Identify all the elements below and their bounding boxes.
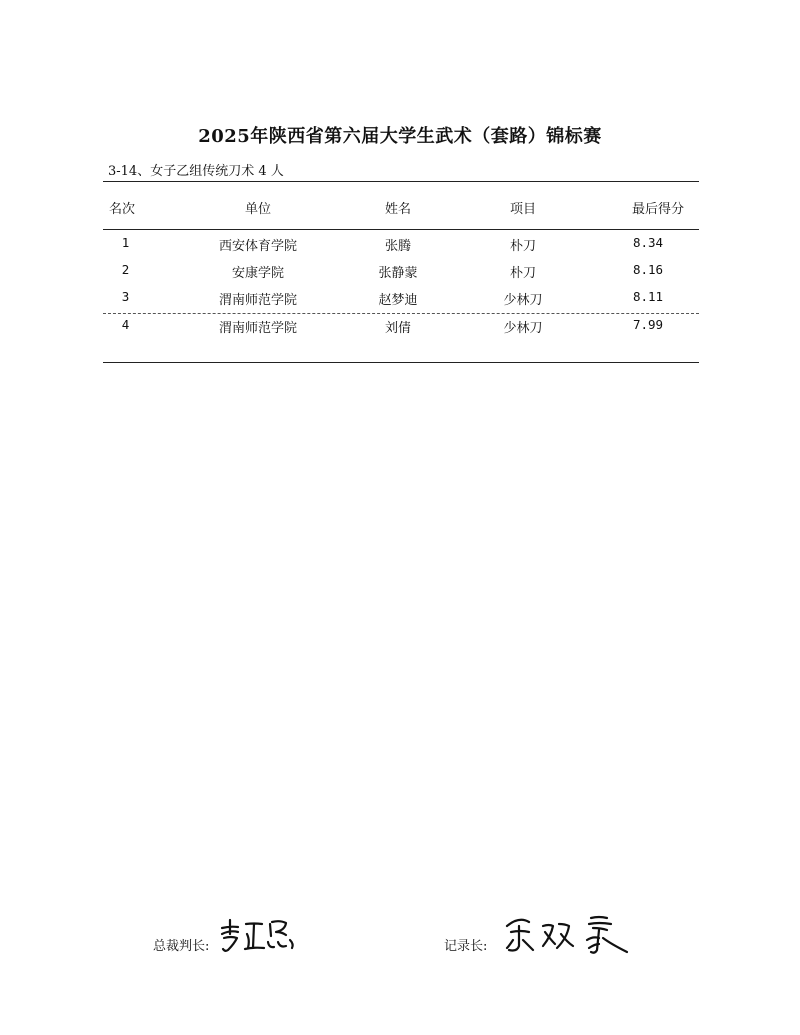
header-score: 最后得分 bbox=[631, 202, 684, 217]
chief-referee-label: 总裁判长: bbox=[153, 939, 210, 954]
score-cell: 8.11 bbox=[632, 289, 664, 304]
table-header bbox=[103, 198, 699, 218]
event-cell: 朴刀 bbox=[509, 266, 536, 281]
recorder-label: 记录长: bbox=[444, 939, 488, 954]
table-row bbox=[103, 317, 699, 337]
document-title: 2025年陕西省第六届大学生武术（套路）锦标赛 bbox=[198, 126, 602, 147]
header-rank: 名次 bbox=[109, 202, 136, 217]
header-event: 项目 bbox=[509, 202, 536, 217]
table-top-rule bbox=[103, 181, 699, 182]
cutoff-dashed-rule bbox=[103, 313, 699, 314]
table-row bbox=[103, 262, 699, 282]
unit-cell: 西安体育学院 bbox=[218, 239, 297, 254]
name-cell: 赵梦迪 bbox=[378, 293, 418, 308]
unit-cell: 渭南师范学院 bbox=[218, 293, 297, 308]
rank-cell: 4 bbox=[121, 317, 130, 332]
score-cell: 8.16 bbox=[632, 262, 664, 277]
event-cell: 少林刀 bbox=[503, 293, 543, 308]
table-row bbox=[103, 289, 699, 309]
rank-cell: 3 bbox=[121, 289, 130, 304]
event-cell: 少林刀 bbox=[503, 321, 543, 336]
event-subtitle: 3-14、女子乙组传统刀术 4 人 bbox=[108, 164, 284, 179]
score-cell: 7.99 bbox=[632, 317, 664, 332]
name-cell: 张静蒙 bbox=[378, 266, 418, 281]
name-cell: 刘倩 bbox=[384, 321, 411, 336]
table-header-rule bbox=[103, 229, 699, 230]
unit-cell: 安康学院 bbox=[231, 266, 284, 281]
recorder-signature bbox=[503, 912, 633, 958]
chief-referee-signature bbox=[216, 916, 300, 956]
rank-cell: 2 bbox=[121, 262, 130, 277]
score-cell: 8.34 bbox=[632, 235, 664, 250]
unit-cell: 渭南师范学院 bbox=[218, 321, 297, 336]
event-cell: 朴刀 bbox=[509, 239, 536, 254]
table-bottom-rule bbox=[103, 362, 699, 363]
rank-cell: 1 bbox=[121, 235, 130, 250]
header-name: 姓名 bbox=[384, 202, 411, 217]
name-cell: 张腾 bbox=[384, 239, 411, 254]
header-unit: 单位 bbox=[244, 202, 271, 217]
table-row bbox=[103, 235, 699, 255]
